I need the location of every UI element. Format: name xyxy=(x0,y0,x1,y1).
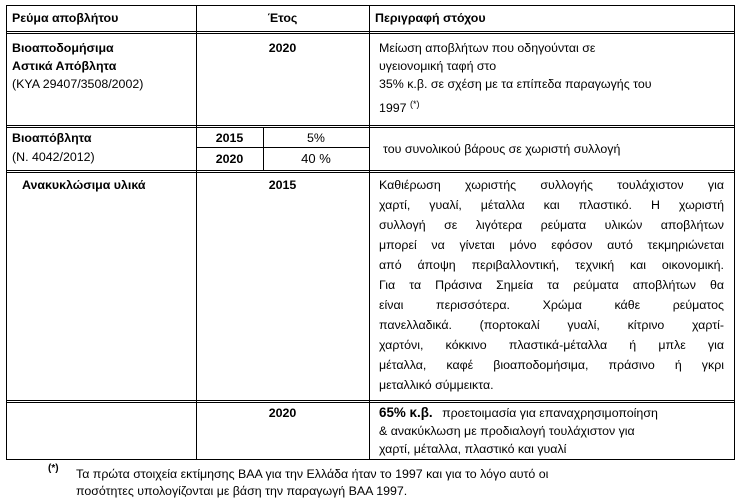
row4-year: 2020 xyxy=(268,406,297,420)
row3-desc-line: Καθιέρωση χωριστής συλλογής τουλάχιστον για xyxy=(379,178,724,192)
header-year: Έτος xyxy=(267,11,298,25)
row4-desc-first-line xyxy=(379,405,658,421)
row3-desc-line: πανελλαδικά. (πορτοκαλί γυαλί, κίτρινο χαρτί- xyxy=(379,318,724,332)
footnote-mark: (*) xyxy=(48,463,59,474)
footnote-line: ποσότητες υπολογίζονται με βάση την παραγωγή ΒΑΑ 1997. xyxy=(76,484,408,498)
row1-footnote-mark: (*) xyxy=(410,99,420,109)
row3-desc-line: μέταλλα, καφέ βιοαποδομήσιμα, πράσινο ή γκρι xyxy=(379,358,724,372)
row3-desc-line: χαρτόνι, κόκκινο πλαστικά-μέταλλα ή μπλε για xyxy=(379,338,724,352)
row1-law: (ΚΥΑ 29407/3508/2002) xyxy=(12,77,144,91)
row4-desc-line: & ανακύκλωση με προδιαλογή τουλάχιστον για xyxy=(379,424,635,438)
row1-desc-line: υγειονομική ταφή στο xyxy=(379,59,497,73)
row2-value-1: 5% xyxy=(307,131,325,145)
row3-desc-line: μπορεί να γίνεται μόνο εφόσον αυτό τεκμηριώνεται xyxy=(379,238,724,252)
row1-desc-line-last xyxy=(379,96,420,116)
row4-desc-line: χαρτί, μέταλλα, πλαστικό και γυαλί xyxy=(379,442,567,456)
row1-desc-line: 35% κ.β. σε σχέση με τα επίπεδα παραγωγής του xyxy=(379,77,652,91)
row2-value-2: 40 % xyxy=(301,151,331,166)
row3-stream: Ανακυκλώσιμα υλικά xyxy=(22,178,146,192)
row1-year: 2020 xyxy=(268,41,297,55)
row3-desc-line: χαρτί, γυαλί, μέταλλα και πλαστικό. Η χωριστή xyxy=(379,198,724,212)
row1-stream: Βιοαποδομήσιμα xyxy=(12,41,114,55)
row3-desc-line: μεταλλικό σύμμεικτα. xyxy=(379,378,494,392)
header-description: Περιγραφή στόχου xyxy=(375,11,486,25)
row2-stream: Βιοαπόβλητα xyxy=(12,131,92,145)
row3-desc-line: συλλογή σε λιγότερα ρεύματα υλικών αποβλήτων xyxy=(379,218,724,232)
row4-desc-bold: 65% κ.β. xyxy=(379,405,433,420)
row2-year-1: 2015 xyxy=(215,131,244,145)
row2-description: του συνολικού βάρους σε χωριστή συλλογή xyxy=(383,142,621,156)
row2-law: (Ν. 4042/2012) xyxy=(12,150,95,164)
row3-year: 2015 xyxy=(268,178,297,192)
row1-desc-line: Μείωση αποβλήτων που οδηγούνται σε xyxy=(379,41,596,55)
row3-desc-line: είναι περισσότερα. Χρώμα κάθε ρεύματος xyxy=(379,298,724,312)
row1-stream-line2: Αστικά Απόβλητα xyxy=(12,59,117,73)
row3-desc-line: Για τα Πράσινα Σημεία τα ρεύματα αποβλήτων θα xyxy=(379,278,724,292)
row1-desc-year: 1997 xyxy=(379,101,407,115)
row3-desc-line: από άποψη περιβαλλοντική, τεχνική και οικονομική. xyxy=(379,258,724,272)
row4-desc-line: προετοιμασία για επαναχρησιμοποίηση xyxy=(442,406,658,420)
row2-year-2: 2020 xyxy=(215,152,244,166)
header-stream: Ρεύμα αποβλήτου xyxy=(12,11,119,25)
footnote-line: Τα πρώτα στοιχεία εκτίμησης ΒΑΑ για την Ελλάδα ήταν το 1997 και για το λόγο αυτό οι xyxy=(76,467,549,481)
